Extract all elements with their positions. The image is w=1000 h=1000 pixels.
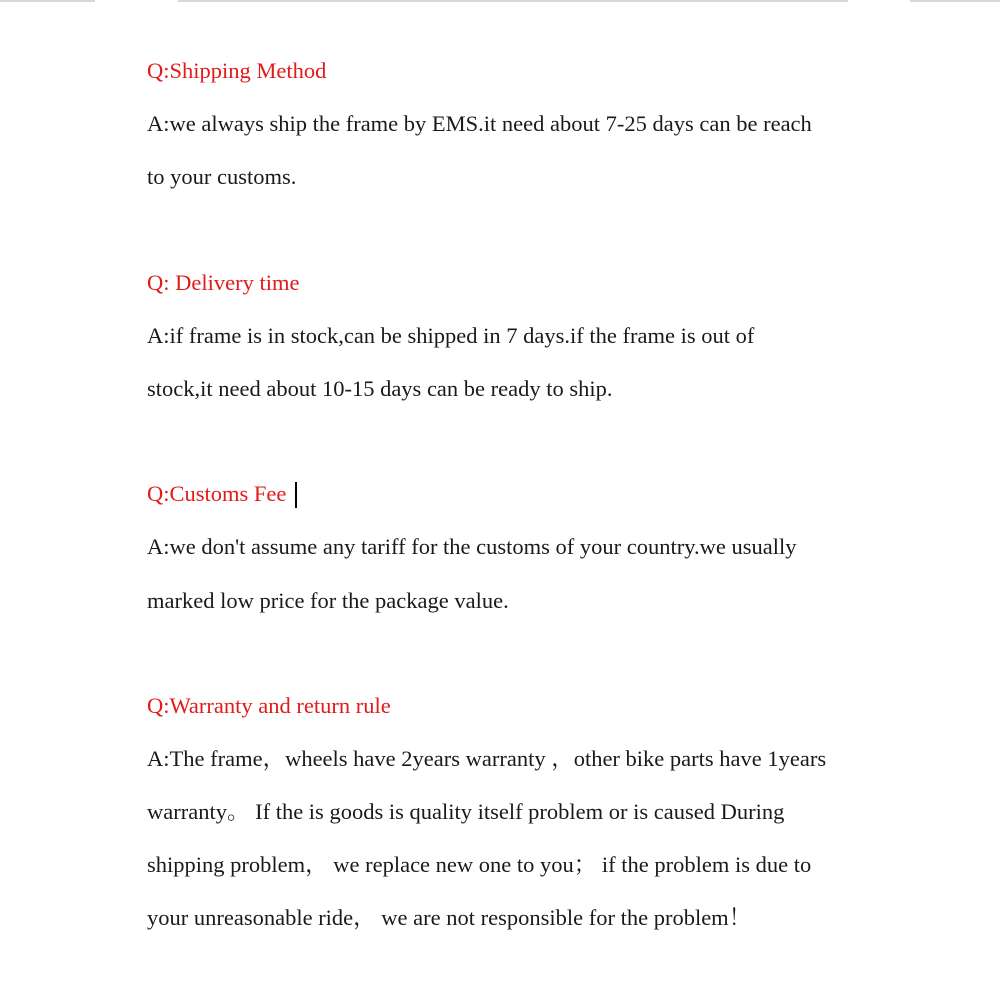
text-cursor xyxy=(295,482,297,508)
question-customs-fee: Q:Customs Fee xyxy=(147,481,287,506)
answer-line: A:if frame is in stock,can be shipped in 7 days.if the frame is out of xyxy=(147,323,755,348)
answer-line: A:we always ship the frame by EMS.it need about 7-25 days can be reach xyxy=(147,111,812,136)
answer-line: stock,it need about 10-15 days can be ready to ship. xyxy=(147,376,613,401)
question-shipping-method: Q:Shipping Method xyxy=(147,58,327,83)
answer-line: A:we don't assume any tariff for the customs of your country.we usually xyxy=(147,534,797,559)
top-divider xyxy=(0,0,1000,3)
answer-line: shipping problem， we replace new one to you； if the problem is due to xyxy=(147,852,812,877)
answer-line: warranty。 If the is goods is quality itself problem or is caused During xyxy=(147,799,785,824)
question-warranty-return: Q:Warranty and return rule xyxy=(147,693,391,718)
answer-line: your unreasonable ride， we are not responsible for the problem！ xyxy=(147,905,752,930)
answer-line: to your customs. xyxy=(147,164,297,189)
question-delivery-time: Q: Delivery time xyxy=(147,270,300,295)
answer-line: A:The frame，wheels have 2years warranty ，other bike parts have 1years xyxy=(147,746,827,771)
answer-line: marked low price for the package value. xyxy=(147,588,509,613)
